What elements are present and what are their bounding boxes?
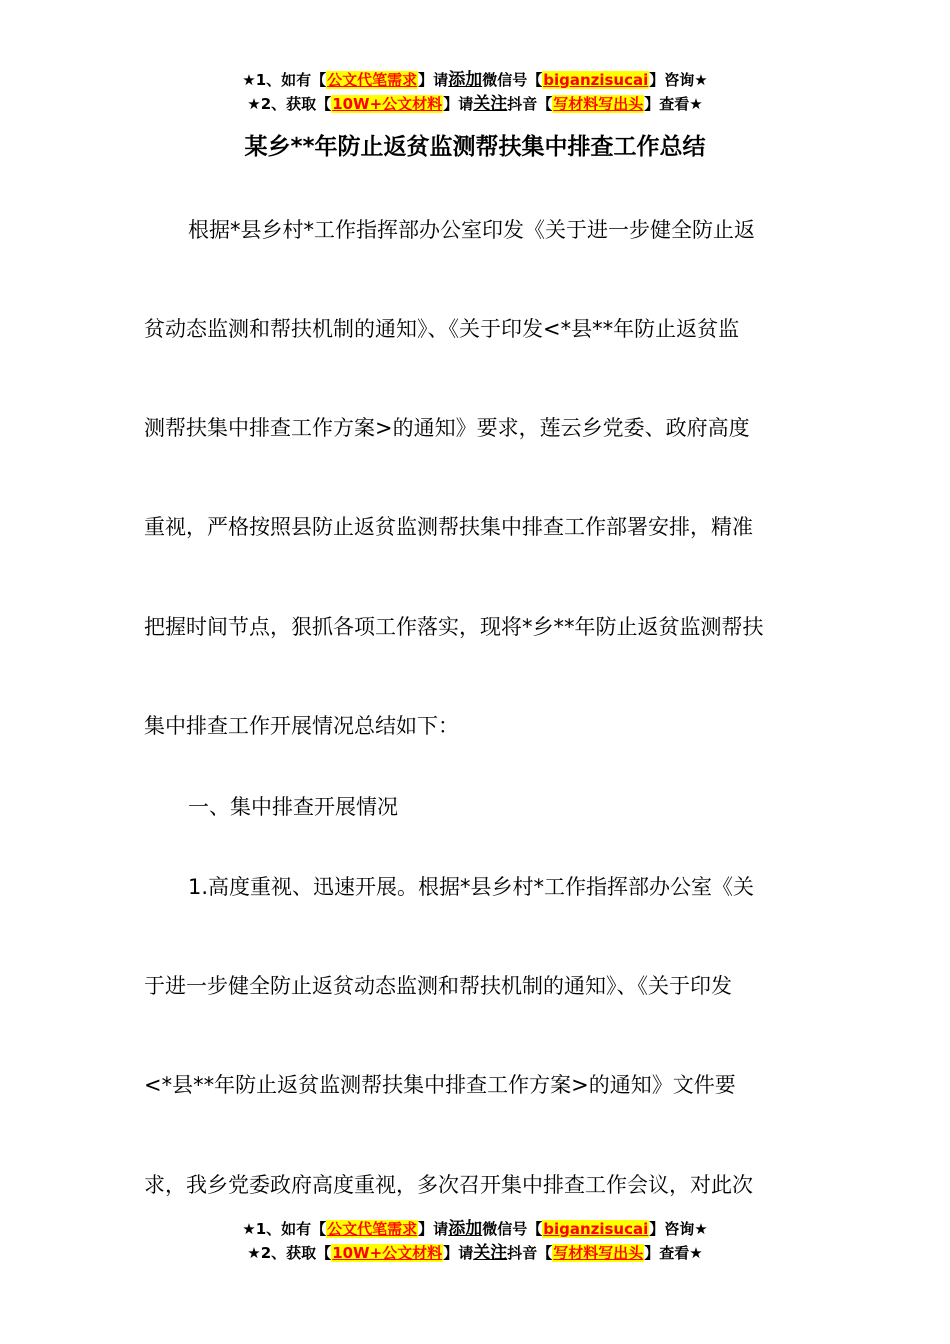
banner-highlight: 公文代笔需求: [327, 71, 418, 89]
banner-text: 微信号【: [482, 71, 543, 89]
banner-text: 】请: [418, 71, 449, 89]
paragraph-line: 集中排查工作开展情况总结如下：: [144, 714, 459, 738]
banner-wechat-id: biganzisucai: [543, 71, 649, 89]
banner-text: 】请: [418, 1220, 449, 1238]
banner-text: 】咨询★: [649, 1220, 708, 1238]
banner-text: ★2、获取【: [247, 1244, 332, 1262]
banner-line-1: [0, 68, 950, 92]
paragraph-line: 测帮扶集中排查工作方案>的通知》要求，莲云乡党委、政府高度: [144, 416, 750, 440]
section-heading: 一、集中排查开展情况: [188, 795, 398, 819]
banner-line-2: [0, 1241, 950, 1265]
banner-emphasis: 添加: [448, 70, 483, 90]
paragraph-line: <*县**年防止返贫监测帮扶集中排查工作方案>的通知》文件要: [144, 1073, 736, 1097]
paragraph-line: 重视，严格按照县防止返贫监测帮扶集中排查工作部署安排，精准: [144, 515, 753, 539]
banner-emphasis: 关注: [473, 1243, 508, 1263]
paragraph-line: 于进一步健全防止返贫动态监测和帮扶机制的通知》、《关于印发: [144, 974, 732, 998]
banner-emphasis: 关注: [473, 94, 508, 114]
banner-emphasis: 添加: [448, 1219, 483, 1239]
banner-text: 抖音【: [507, 95, 553, 113]
banner-text: ★1、如有【: [242, 1220, 327, 1238]
banner-text: ★2、获取【: [247, 95, 332, 113]
banner-text: 微信号【: [482, 1220, 543, 1238]
banner-douyin-id: 写材料写出头: [553, 1244, 644, 1262]
banner-douyin-id: 写材料写出头: [553, 95, 644, 113]
paragraph-line: 贫动态监测和帮扶机制的通知》、《关于印发<*县**年防止返贫监: [144, 317, 740, 341]
banner-text: 】查看★: [644, 1244, 703, 1262]
banner-text: 】请: [443, 1244, 474, 1262]
footer-banner: [0, 1217, 950, 1265]
banner-wechat-id: biganzisucai: [543, 1220, 649, 1238]
banner-text: 】请: [443, 95, 474, 113]
banner-text: ★1、如有【: [242, 71, 327, 89]
banner-line-1: [0, 1217, 950, 1241]
banner-highlight: 公文代笔需求: [327, 1220, 418, 1238]
paragraph-line: 根据*县乡村*工作指挥部办公室印发《关于进一步健全防止返: [188, 218, 755, 242]
banner-text: 】查看★: [644, 95, 703, 113]
paragraph-line: 求，我乡党委政府高度重视，多次召开集中排查工作会议，对此次: [144, 1173, 753, 1197]
banner-highlight: 10W+公文材料: [332, 95, 443, 113]
banner-line-2: [0, 92, 950, 116]
paragraph-line: 把握时间节点，狠抓各项工作落实，现将*乡**年防止返贫监测帮扶: [144, 615, 764, 639]
header-banner: [0, 68, 950, 116]
paragraph-line: 1.高度重视、迅速开展。根据*县乡村*工作指挥部办公室《关: [188, 875, 755, 899]
banner-text: 抖音【: [507, 1244, 553, 1262]
banner-highlight: 10W+公文材料: [332, 1244, 443, 1262]
document-title: 某乡**年防止返贫监测帮扶集中排查工作总结: [244, 134, 706, 160]
banner-text: 】咨询★: [649, 71, 708, 89]
